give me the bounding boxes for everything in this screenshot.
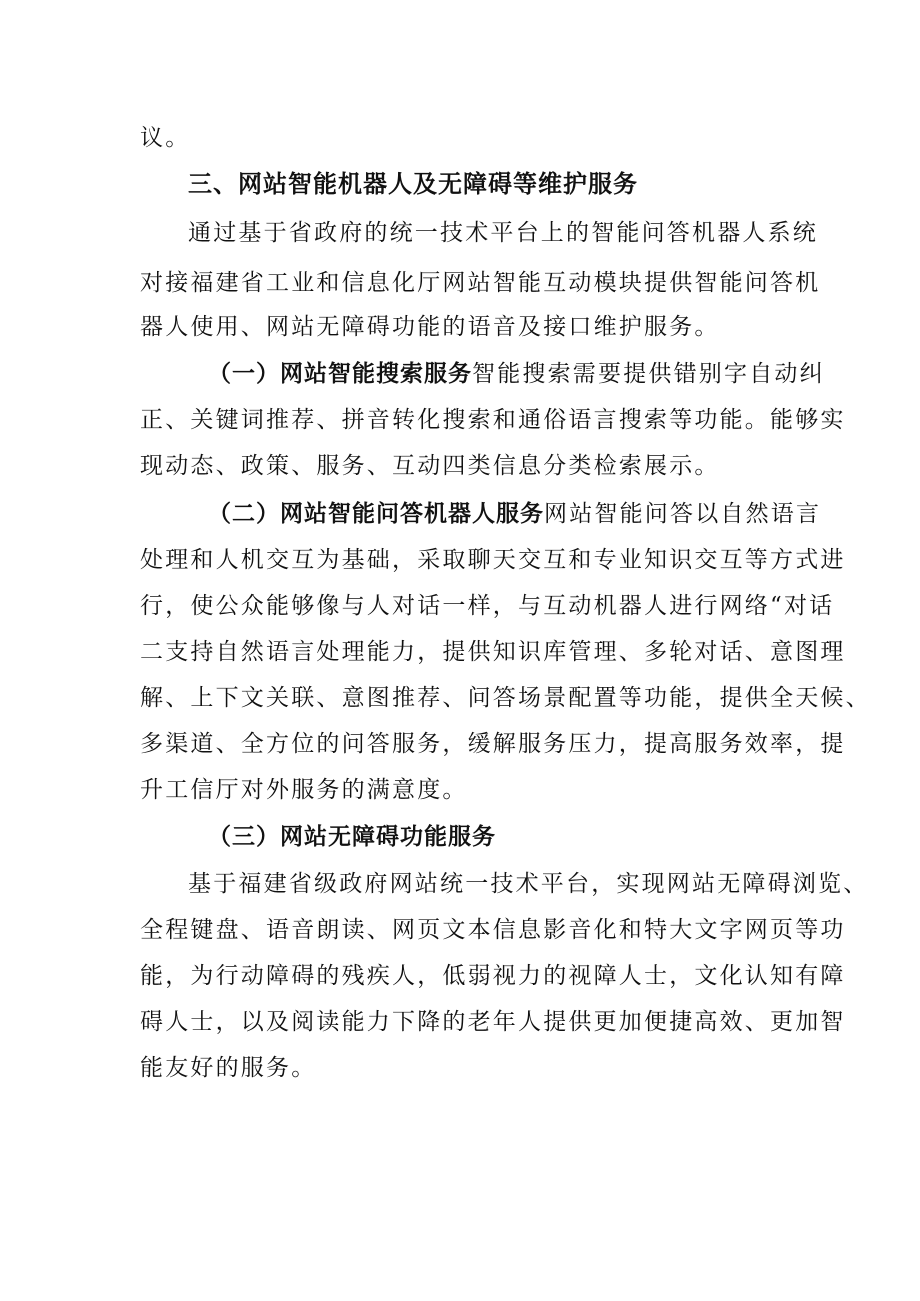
paragraph-line: [208, 494, 822, 534]
paragraph-line: 全程键盘、语音朗读、网页文本信息影音化和特大文字网页等功: [140, 917, 846, 943]
paragraph-line: 解、上下文关联、意图推荐、问答场景配置等功能，提供全天候、: [140, 685, 871, 711]
paragraph-line: 碍人士，以及阅读能力下降的老年人提供更加便捷高效、更加智: [140, 1009, 846, 1035]
paragraph-line: 议。: [140, 125, 191, 151]
section-heading: 三、网站智能机器人及无障碍等维护服务: [188, 170, 638, 198]
paragraph-line: 现动态、政策、服务、互动四类信息分类检索展示。: [140, 453, 720, 479]
paragraph-line: 处理和人机交互为基础，采取聊天交互和专业知识交互等方式进: [140, 547, 846, 573]
paragraph-line: 通过基于省政府的统一技术平台上的智能问答机器人系统: [188, 220, 818, 246]
paragraph-line: 器人使用、网站无障碍功能的语音及接口维护服务。: [140, 314, 720, 340]
paragraph-line: 多渠道、全方位的问答服务，缓解服务压力，提高服务效率，提: [140, 731, 846, 757]
paragraph-line: 升工信厅对外服务的满意度。: [140, 777, 468, 803]
subsection-title: （一）网站智能搜索服务: [208, 361, 472, 387]
paragraph-line: 能，为行动障碍的残疾人，低弱视力的视障人士，文化认知有障: [140, 963, 846, 989]
subsection-title: （三）网站无障碍功能服务: [208, 824, 496, 850]
paragraph-line: 正、关键词推荐、拼音转化搜索和通俗语言搜索等功能。能够实: [140, 407, 846, 433]
subsection-text: 智能搜索需要提供错别字自动纠: [472, 361, 825, 387]
subsection-text: 网站智能问答以自然语言: [544, 501, 822, 527]
paragraph-line: 能友好的服务。: [140, 1055, 317, 1081]
paragraph-line: 对接福建省工业和信息化厅网站智能互动模块提供智能问答机: [140, 270, 821, 296]
paragraph-line: 行，使公众能够像与人对话一样，与互动机器人进行网络“对话: [140, 593, 835, 619]
paragraph-line: [208, 354, 825, 394]
paragraph-line: 基于福建省级政府网站统一技术平台，实现网站无障碍浏览、: [188, 871, 869, 897]
subsection-title: （二）网站智能问答机器人服务: [208, 501, 544, 527]
paragraph-line: 二支持自然语言处理能力，提供知识库管理、多轮对话、意图理: [140, 639, 846, 665]
